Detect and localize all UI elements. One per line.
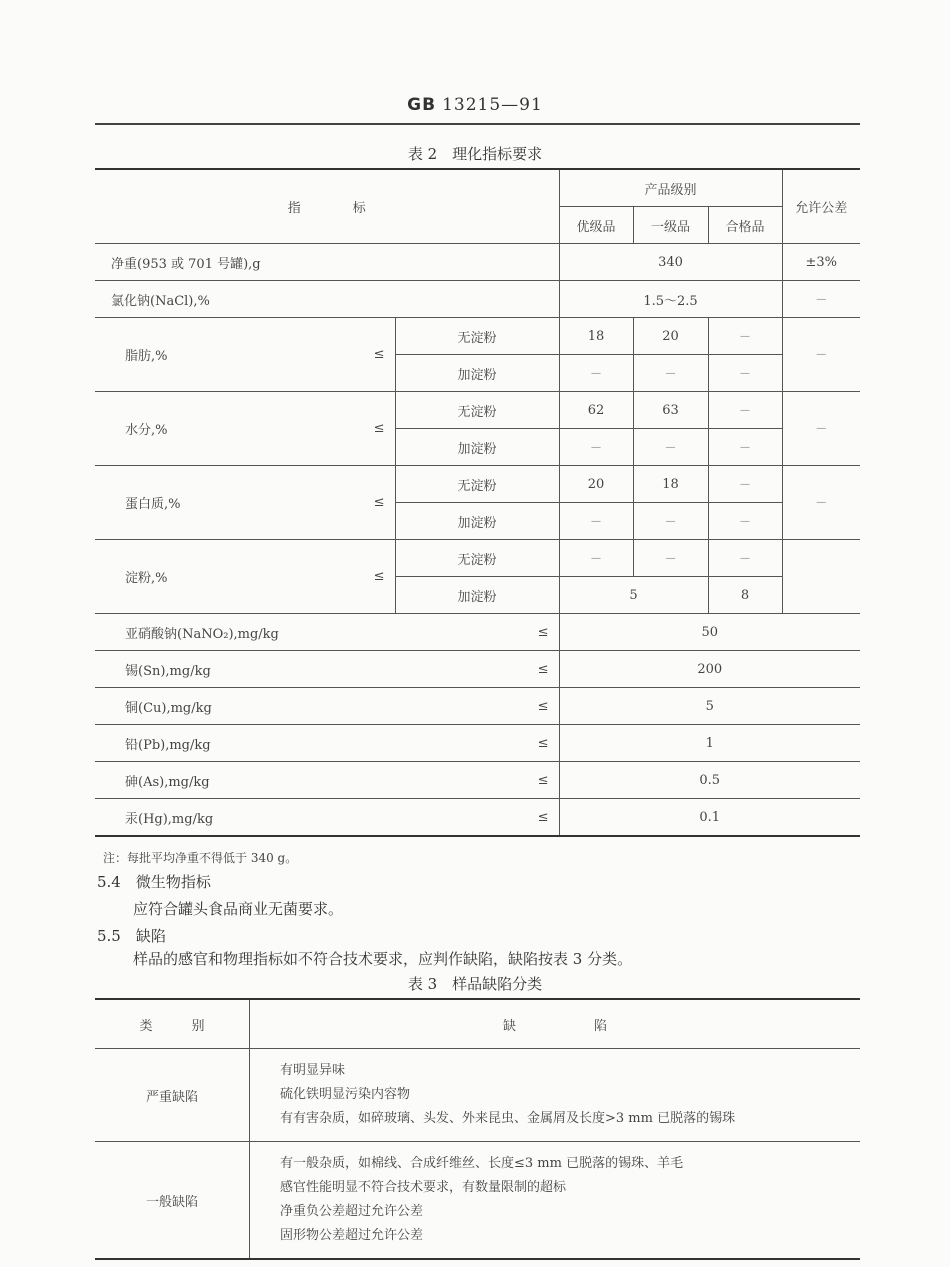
protein-with-starch-qualified: — xyxy=(708,503,782,540)
protein-tolerance: — xyxy=(782,466,860,540)
row-label-arsenic: 砷(As),mg/kg xyxy=(95,762,395,799)
row-label-lead: 铅(Pb),mg/kg xyxy=(95,725,395,762)
header-rule xyxy=(95,123,860,125)
protein-no-starch-first: 18 xyxy=(633,466,708,503)
header-grade-premium: 优级品 xyxy=(559,207,633,244)
section-5-5-text: 样品的感官和物理指标如不符合技术要求，应判作缺陷，缺陷按表 3 分类。 xyxy=(133,950,633,968)
table2-note: 注：每批平均净重不得低于 340 g。 xyxy=(103,851,298,865)
lead-value: 1 xyxy=(559,725,860,762)
table-row xyxy=(95,1049,860,1142)
starch-tolerance xyxy=(782,540,860,614)
protein-no-starch-premium: 20 xyxy=(559,466,633,503)
table-row xyxy=(95,281,860,318)
lead-le-sign: ≤ xyxy=(395,725,559,762)
row-label-fat: 脂肪,% xyxy=(95,318,345,392)
list-item: 有有害杂质，如碎玻璃、头发、外来昆虫、金属屑及长度>3 mm 已脱落的锡珠 xyxy=(280,1111,736,1126)
nitrite-value: 50 xyxy=(559,614,860,651)
fat-tolerance: — xyxy=(782,318,860,392)
protein-with-starch-premium: — xyxy=(559,503,633,540)
row-label-nacl: 氯化钠(NaCl),% xyxy=(95,281,559,318)
table-row xyxy=(95,466,860,503)
copper-value: 5 xyxy=(559,688,860,725)
row-label-copper: 铜(Cu),mg/kg xyxy=(95,688,395,725)
fat-no-starch-qualified: — xyxy=(708,318,782,355)
fat-with-starch-premium: — xyxy=(559,355,633,392)
fat-no-starch-premium: 18 xyxy=(559,318,633,355)
table-row xyxy=(95,1142,860,1260)
water-with-starch-qualified: — xyxy=(708,429,782,466)
row-label-protein: 蛋白质,% xyxy=(95,466,345,540)
row-label-nitrite: 亚硝酸钠(NaNO₂),mg/kg xyxy=(95,614,395,651)
table-row xyxy=(95,318,860,355)
fat-le-sign: ≤ xyxy=(345,318,395,392)
serious-defect-label: 严重缺陷 xyxy=(95,1049,250,1142)
starch-sub-with-starch: 加淀粉 xyxy=(395,577,559,614)
header-tolerance: 允许公差 xyxy=(782,169,860,244)
table-row xyxy=(95,169,860,207)
net-weight-value: 340 xyxy=(559,244,782,281)
fat-no-starch-first: 20 xyxy=(633,318,708,355)
list-item: 感官性能明显不符合技术要求，有数量限制的超标 xyxy=(280,1180,567,1195)
protein-le-sign: ≤ xyxy=(345,466,395,540)
protein-sub-no-starch: 无淀粉 xyxy=(395,466,559,503)
table-row xyxy=(95,799,860,837)
list-item: 净重负公差超过允许公差 xyxy=(280,1204,424,1219)
table-row xyxy=(95,244,860,281)
protein-sub-with-starch: 加淀粉 xyxy=(395,503,559,540)
water-tolerance: — xyxy=(782,392,860,466)
row-label-tin: 锡(Sn),mg/kg xyxy=(95,651,395,688)
copper-le-sign: ≤ xyxy=(395,688,559,725)
starch-no-starch-first: — xyxy=(633,540,708,577)
net-weight-tolerance: ±3% xyxy=(782,244,860,281)
header-grade-group: 产品级别 xyxy=(559,169,782,207)
list-item: 有明显异味 xyxy=(280,1063,346,1078)
general-defect-label: 一般缺陷 xyxy=(95,1142,250,1260)
table-row xyxy=(95,688,860,725)
table2-caption: 表 2 理化指标要求 xyxy=(407,145,543,163)
water-with-starch-first: — xyxy=(633,429,708,466)
row-label-mercury: 汞(Hg),mg/kg xyxy=(95,799,395,837)
fat-sub-no-starch: 无淀粉 xyxy=(395,318,559,355)
row-label-water: 水分,% xyxy=(95,392,345,466)
starch-sub-no-starch: 无淀粉 xyxy=(395,540,559,577)
table-row xyxy=(95,392,860,429)
table-row xyxy=(95,762,860,799)
nacl-value: 1.5～2.5 xyxy=(559,281,782,318)
tin-le-sign: ≤ xyxy=(395,651,559,688)
water-sub-with-starch: 加淀粉 xyxy=(395,429,559,466)
defect-classification-table xyxy=(95,998,860,1260)
water-no-starch-qualified: — xyxy=(708,392,782,429)
header-category: 类 别 xyxy=(95,999,250,1049)
water-sub-no-starch: 无淀粉 xyxy=(395,392,559,429)
header-defect: 缺 陷 xyxy=(250,999,861,1049)
nacl-tolerance: — xyxy=(782,281,860,318)
water-no-starch-premium: 62 xyxy=(559,392,633,429)
header-indicator: 指 标 xyxy=(95,169,559,244)
standard-prefix: GB xyxy=(407,95,437,115)
section-5-5-title: 5.5 缺陷 xyxy=(97,927,166,945)
section-5-4-text: 应符合罐头食品商业无菌要求。 xyxy=(133,900,344,918)
fat-sub-with-starch: 加淀粉 xyxy=(395,355,559,392)
standard-number: 13215—91 xyxy=(442,95,543,115)
starch-no-starch-premium: — xyxy=(559,540,633,577)
water-le-sign: ≤ xyxy=(345,392,395,466)
list-item: 有一般杂质，如棉线、合成纤维丝、长度≤3 mm 已脱落的锡珠、羊毛 xyxy=(280,1156,684,1171)
mercury-le-sign: ≤ xyxy=(395,799,559,837)
table-row xyxy=(95,540,860,577)
nitrite-le-sign: ≤ xyxy=(395,614,559,651)
header-grade-qualified: 合格品 xyxy=(708,207,782,244)
water-no-starch-first: 63 xyxy=(633,392,708,429)
starch-with-starch-qualified: 8 xyxy=(708,577,782,614)
table-row xyxy=(95,999,860,1049)
standard-code xyxy=(0,95,950,115)
tin-value: 200 xyxy=(559,651,860,688)
table3-caption: 表 3 样品缺陷分类 xyxy=(407,975,543,993)
protein-with-starch-first: — xyxy=(633,503,708,540)
water-with-starch-premium: — xyxy=(559,429,633,466)
list-item: 硫化铁明显污染内容物 xyxy=(280,1087,411,1102)
table-row xyxy=(95,614,860,651)
serious-defect-items xyxy=(250,1049,861,1142)
list-item: 固形物公差超过允许公差 xyxy=(280,1228,424,1243)
mercury-value: 0.1 xyxy=(559,799,860,837)
physicochemical-table xyxy=(95,168,860,837)
row-label-net-weight: 净重(953 或 701 号罐),g xyxy=(95,244,559,281)
table-row xyxy=(95,651,860,688)
arsenic-le-sign: ≤ xyxy=(395,762,559,799)
section-5-4-title: 5.4 微生物指标 xyxy=(97,873,211,891)
starch-with-starch-premium-first: 5 xyxy=(559,577,708,614)
table-row xyxy=(95,725,860,762)
starch-le-sign: ≤ xyxy=(345,540,395,614)
arsenic-value: 0.5 xyxy=(559,762,860,799)
protein-no-starch-qualified: — xyxy=(708,466,782,503)
row-label-starch: 淀粉,% xyxy=(95,540,345,614)
fat-with-starch-qualified: — xyxy=(708,355,782,392)
header-grade-first: 一级品 xyxy=(633,207,708,244)
starch-no-starch-qualified: — xyxy=(708,540,782,577)
fat-with-starch-first: — xyxy=(633,355,708,392)
general-defect-items xyxy=(250,1142,861,1260)
